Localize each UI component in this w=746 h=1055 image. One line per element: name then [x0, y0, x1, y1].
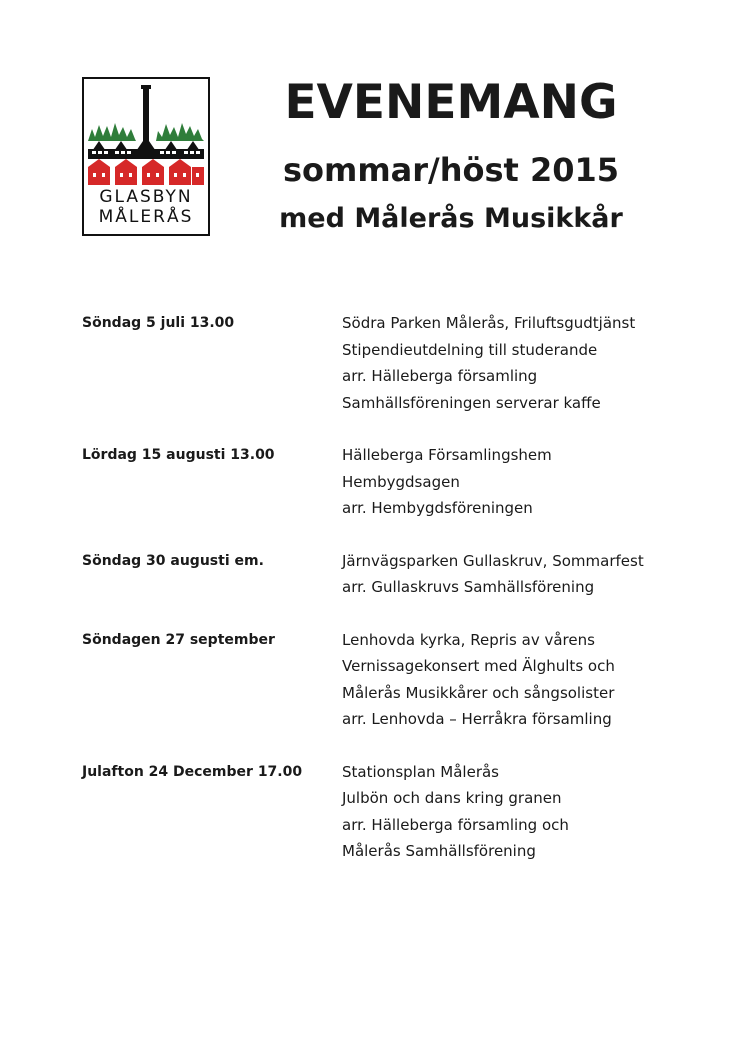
- event-line: Stipendieutdelning till studerande: [342, 340, 598, 359]
- event-line: arr. Lenhovda – Herråkra församling: [342, 710, 612, 728]
- event-list: [82, 310, 682, 891]
- event-details: [342, 548, 682, 601]
- event-line: arr. Hälleberga församling: [342, 367, 538, 385]
- event-date: Lördag 15 augusti 13.00: [82, 447, 275, 463]
- event-line: Hembygdsagen: [342, 472, 460, 491]
- event-line: Södra Parken Målerås, Friluftsgudtjänst: [342, 314, 636, 332]
- event-line: Stationsplan Målerås: [342, 762, 500, 781]
- glasbyn-maleras-logo: [82, 77, 210, 236]
- event-item: [82, 627, 682, 733]
- event-date: Söndag 5 juli 13.00: [82, 315, 235, 331]
- event-line: Lenhovda kyrka, Repris av vårens: [342, 630, 595, 649]
- event-item: [82, 310, 682, 416]
- page-subtitle: sommar/höst 2015: [282, 151, 620, 189]
- event-line: Hälleberga Församlingshem: [342, 446, 552, 464]
- event-date: Söndag 30 augusti em.: [82, 552, 264, 569]
- event-line: Järnvägsparken Gullaskruv, Sommarfest: [342, 551, 644, 570]
- page-title: EVENEMANG: [284, 75, 618, 130]
- event-item: [82, 548, 682, 601]
- factory-village-icon: [84, 79, 208, 187]
- event-line: Vernissagekonsert med Älghults och: [342, 657, 615, 675]
- event-line: Målerås Samhällsförening: [342, 842, 536, 860]
- event-line: arr. Hembygdsföreningen: [342, 499, 533, 517]
- event-item: [82, 442, 682, 522]
- event-details: [342, 310, 682, 416]
- event-date: Julafton 24 December 17.00: [82, 763, 303, 780]
- event-line: Samhällsföreningen serverar kaffe: [342, 393, 601, 412]
- event-details: [342, 759, 682, 865]
- event-item: [82, 759, 682, 865]
- logo-text-maleras: MÅLERÅS: [98, 207, 194, 227]
- red-houses-icon: [88, 159, 204, 185]
- logo-text-glasbyn: GLASBYN: [99, 187, 193, 207]
- event-line: arr. Hälleberga församling och: [342, 815, 569, 834]
- page-subtitle-band: med Målerås Musikkår: [279, 203, 623, 234]
- event-details: [342, 627, 682, 733]
- forest-icon: [88, 123, 136, 141]
- event-line: Julbön och dans kring granen: [342, 789, 562, 807]
- event-line: Målerås Musikkårer och sångsolister: [342, 683, 615, 702]
- event-date: Söndagen 27 september: [82, 631, 275, 648]
- event-details: [342, 442, 682, 522]
- event-line: arr. Gullaskruvs Samhällsförening: [342, 578, 595, 596]
